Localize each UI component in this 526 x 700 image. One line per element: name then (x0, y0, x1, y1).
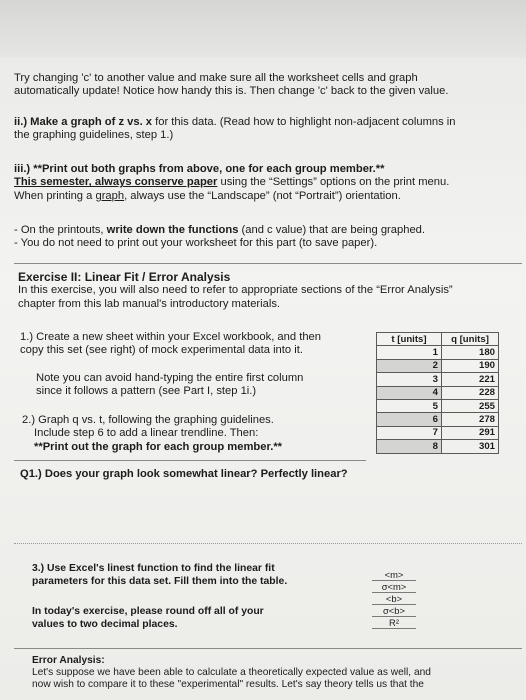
fit-label-sigma-m: σ<m> (372, 581, 416, 593)
cell-t: 8 (377, 440, 442, 453)
step-ii (14, 116, 456, 143)
top-shadow (0, 0, 526, 58)
error-analysis (32, 655, 431, 691)
task-3-line-2: parameters for this data set. Fill them into the table. (32, 575, 288, 587)
table-row (377, 413, 499, 426)
fit-parameter-table (372, 569, 416, 629)
step-iii-line3-b: , always use the “Landscape” (not “Portrait”) orientation. (124, 189, 401, 202)
task-3-line-4: values to two decimal places. (32, 618, 178, 630)
question-q1: Q1.) Does your graph look somewhat linear? Perfectly linear? (20, 468, 348, 480)
cell-q: 190 (442, 359, 499, 372)
task-2 (22, 414, 282, 454)
cell-q: 255 (442, 399, 499, 412)
note-2: - You do not need to print out your worksheet for this part (to save paper). (14, 237, 378, 250)
intro-line-2: automatically update! Notice how handy this is. Then change 'c' back to the given value. (14, 85, 449, 98)
step-iii-line-1: iii.) **Print out both graphs from above, one for each group member.** (14, 163, 385, 175)
step-ii-bold: z vs. x (118, 116, 153, 128)
cell-t: 6 (377, 413, 442, 426)
cell-q: 278 (442, 413, 499, 426)
task-3 (32, 563, 287, 588)
task-1-line-2: copy this set (see right) of mock experimental data into it. (20, 344, 303, 357)
cell-t: 1 (377, 346, 442, 359)
task-2-line-1: 2.) Graph q vs. t, following the graphing guidelines. (22, 414, 274, 426)
fit-label-sigma-b: σ<b> (372, 605, 416, 617)
intro-line-1: Try changing 'c' to another value and make sure all the worksheet cells and graph (14, 72, 418, 84)
step-ii-prefix: ii.) Make a graph of (14, 116, 119, 128)
table-row (377, 440, 499, 453)
answer-divider (14, 543, 522, 544)
note-1-bold: write down the functions (106, 224, 239, 236)
step-iii-line3-a: When printing a (14, 189, 96, 202)
cell-q: 301 (442, 440, 499, 453)
exercise-line-2: chapter from this lab manual's introductory materials. (18, 297, 281, 310)
table-row (377, 359, 499, 372)
error-divider (14, 648, 522, 649)
table-row (377, 399, 499, 412)
task-1-line-1: 1.) Create a new sheet within your Excel workbook, and then (20, 331, 321, 343)
task-1-note-1: Note you can avoid hand-typing the entire first column (36, 372, 304, 384)
fit-label-m: <m> (372, 569, 416, 581)
task-1-note-2: since it follows a pattern (see Part I, step 1i.) (36, 385, 257, 398)
cell-t: 4 (377, 386, 442, 399)
cell-t: 7 (377, 426, 442, 439)
step-ii-line-1 (14, 116, 456, 129)
step-iii-settings: using the “Settings” options on the print menu. (217, 176, 450, 189)
fit-label-r2: R² (372, 617, 416, 629)
col-header-t: t [units] (377, 333, 442, 346)
cell-q: 228 (442, 386, 499, 399)
error-title: Error Analysis: (32, 655, 105, 666)
table-row (377, 346, 499, 359)
graph-word: graph (95, 189, 125, 202)
cell-t: 5 (377, 399, 442, 412)
printout-notes (14, 224, 425, 251)
step-ii-line-2: the graphing guidelines, step 1.) (14, 129, 174, 142)
mock-data-table (376, 332, 499, 454)
note-1-c: (and c value) that are being graphed. (238, 224, 426, 236)
cell-q: 291 (442, 426, 499, 439)
note-1-a: - On the printouts, (14, 224, 107, 236)
error-line-2: now wish to compare it to these "experimental" results. Let's say theory tells us that the (32, 679, 424, 690)
table-row (377, 386, 499, 399)
exercise-title: Exercise II: Linear Fit / Error Analysis (18, 270, 231, 284)
task-1 (20, 331, 321, 358)
q1-rule (14, 460, 366, 461)
step-iii-line-3 (14, 190, 449, 203)
table-row (377, 426, 499, 439)
step-iii (14, 163, 449, 203)
conserve-paper: This semester, always conserve paper (14, 176, 218, 189)
task-3-rounding (32, 606, 264, 631)
cell-q: 221 (442, 373, 499, 386)
exercise-line-1: In this exercise, you will also need to refer to appropriate sections of the “Error Analysis” (18, 284, 453, 297)
cell-t: 3 (377, 373, 442, 386)
error-line-1: Let's suppose we have been able to calculate a theoretically expected value as well, and (32, 667, 431, 678)
step-ii-rest: for this data. (Read how to highlight non-adjacent columns in (152, 116, 456, 128)
divider (14, 263, 522, 264)
col-header-q: q [units] (442, 333, 499, 346)
task-3-line-1: 3.) Use Excel's linest function to find the linear fit (32, 563, 275, 574)
task-3-line-3: In today's exercise, please round off all of your (32, 606, 264, 617)
cell-q: 180 (442, 346, 499, 359)
cell-t: 2 (377, 359, 442, 372)
step-iii-line-2 (14, 176, 449, 189)
task-2-line-2: Include step 6 to add a linear trendline. Then: (34, 427, 259, 440)
intro-text (14, 72, 448, 99)
task-1-note (36, 372, 303, 399)
note-1 (14, 224, 425, 237)
table-row (377, 373, 499, 386)
exercise-ii (18, 271, 453, 311)
fit-label-b: <b> (372, 593, 416, 605)
task-2-line-3: **Print out the graph for each group member.** (34, 440, 283, 453)
